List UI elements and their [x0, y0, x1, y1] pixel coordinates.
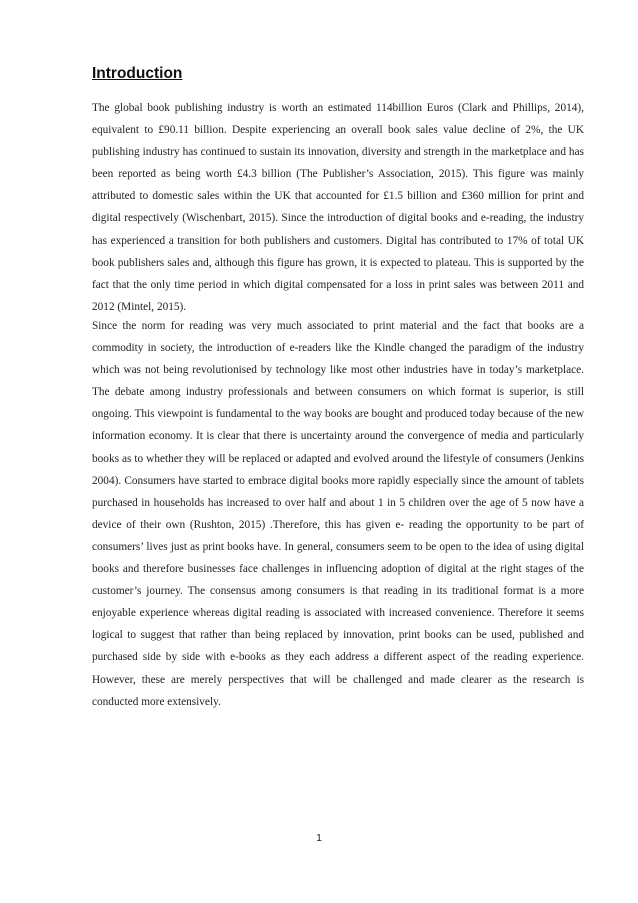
body-paragraph-1: The global book publishing industry is worth an estimated 114billion Euros (Clark and Phillips, 2014), equivalent to £90.11 billion. Despite experiencing an overall book sales value decline of 2%, the UK publishing industry has continued to sustain its innovation, diversity and strength in the marketplace and has been reported as being worth £4.3 billion (The Publisher’s Association, 2015). This figure was mainly attributed to domestic sales within the UK that accounted for £1.5 billion and £360 million for print and digital respectively (Wischenbart, 2015). Since the introduction of digital books and e-reading, the industry has experienced a transition for both publishers and customers. Digital has contributed to 17% of total UK book publishers sales and, although this figure has grown, it is expected to plateau. This is supported by the fact that the only time period in which digital compensated for a loss in print sales was between 2011 and 2012 (Mintel, 2015).: [92, 102, 584, 313]
page-number: 1: [316, 832, 322, 844]
body-paragraph-2: Since the norm for reading was very much associated to print material and the fact that books are a commodity in society, the introduction of e-readers like the Kindle changed the paradigm of the industry which was not being revolutionised by technology like most other industries have in today’s marketplace. The debate among industry professionals and between consumers on which format is superior, is still ongoing. This viewpoint is fundamental to the way books are bought and produced today because of the new information economy. It is clear that there is uncertainty around the convergence of media and particularly books as to whether they will be replaced or adapted and evolved around the lifestyle of consumers (Jenkins 2004). Consumers have started to embrace digital books more rapidly especially since the amount of tablets purchased in households has increased to over half and about 1 in 5 children over the age of 5 now have a device of their own (Rushton, 2015) .Therefore, this has given e- reading the opportunity to be part of consumers’ lives just as print books have. In general, consumers seem to be open to the idea of using digital books and therefore businesses face challenges in influencing adoption of digital at the right stages of the customer’s journey. The consensus among consumers is that reading in its traditional format is a more enjoyable experience whereas digital reading is associated with increased convenience. Therefore it seems logical to suggest that rather than being replaced by innovation, print books can be used, published and purchased side by side with e-books as they each address a different aspect of the reading experience. However, these are merely perspectives that will be challenged and made clearer as the research is conducted more extensively.: [92, 320, 584, 708]
section-heading: Introduction: [92, 65, 183, 82]
